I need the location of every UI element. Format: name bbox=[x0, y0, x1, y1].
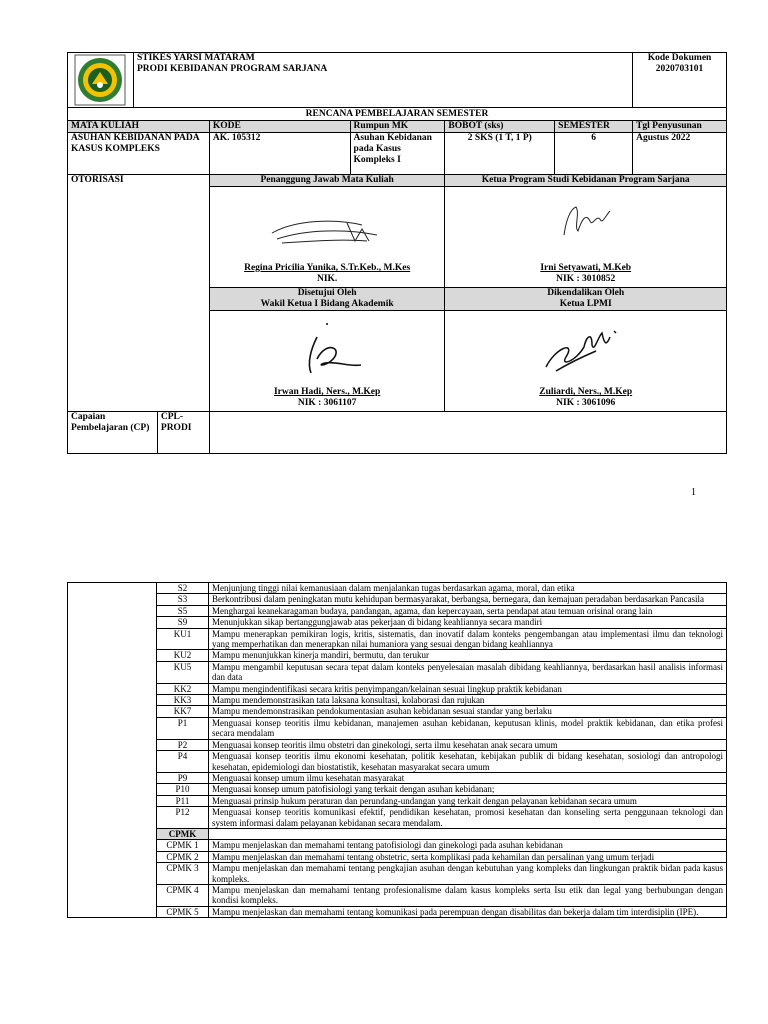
table-row bbox=[68, 906, 727, 917]
course-code: AK. 105312 bbox=[209, 133, 350, 175]
controlled-nik: NIK : 3061096 bbox=[556, 398, 616, 408]
table-row bbox=[68, 683, 727, 694]
table-row bbox=[68, 594, 727, 605]
table-row bbox=[68, 884, 727, 906]
approved-nik: NIK : 3061107 bbox=[297, 398, 357, 408]
kaprodi-name: Irni Setyawati, M.Keb bbox=[540, 263, 632, 273]
row-code: P4 bbox=[157, 751, 209, 773]
row-text: Menguasai konsep umum patofisiologi yang terkait dengan asuhan kebidanan; bbox=[209, 784, 727, 795]
course-header-credits: BOBOT (sks) bbox=[445, 121, 555, 133]
logo-cell bbox=[68, 53, 134, 108]
course-cluster: Asuhan Kebidanan pada Kasus Kompleks I bbox=[350, 133, 445, 175]
row-text: Mampu menerapkan pemikiran logis, kritis, sistematis, dan inovatif dalam konteks pengembangan atau implementasi ilmu dan teknologi yang memperhatikan dan menerapkan nilai humaniora yang sesuai dengan bidang keahliannya bbox=[209, 628, 727, 650]
row-text: Menghargai keanekaragaman budaya, pandangan, agama, dan kepercayaan, serta pendapat atau temuan orisinal orang lain bbox=[209, 605, 727, 616]
table-row bbox=[68, 795, 727, 806]
row-code: KU2 bbox=[157, 650, 209, 661]
row-code: KK7 bbox=[157, 706, 209, 717]
table-row bbox=[68, 661, 727, 683]
row-text: Mampu menjelaskan dan memahami tentang obstetric, serta komplikasi pada kehamilan dan persalinan yang umum terjadi bbox=[209, 851, 727, 862]
doc-code-cell bbox=[633, 53, 727, 108]
row-code: S2 bbox=[157, 583, 209, 594]
approved-signature-icon bbox=[287, 319, 367, 379]
table-row bbox=[68, 863, 727, 885]
row-code: S5 bbox=[157, 605, 209, 616]
cpmk-header-row bbox=[68, 828, 727, 839]
course-header-code: KODE bbox=[209, 121, 350, 133]
row-text: Mampu mendemonstrasikan tata laksana konsultasi, kolaborasi dan rujukan bbox=[209, 695, 727, 706]
controlled-title-line2: Ketua LPMI bbox=[559, 299, 612, 309]
course-credits: 2 SKS (1 T, 1 P) bbox=[445, 133, 555, 175]
table-row bbox=[68, 751, 727, 773]
table-row bbox=[68, 807, 727, 829]
rps-header-page bbox=[67, 52, 727, 454]
row-code: KK2 bbox=[157, 683, 209, 694]
table-row bbox=[68, 851, 727, 862]
row-code: KU1 bbox=[157, 628, 209, 650]
row-code: P11 bbox=[157, 795, 209, 806]
row-code: P1 bbox=[157, 717, 209, 739]
table-row bbox=[68, 739, 727, 750]
row-code: KK3 bbox=[157, 695, 209, 706]
row-code: P10 bbox=[157, 784, 209, 795]
doc-code-label: Kode Dokumen bbox=[647, 53, 712, 63]
table-row bbox=[68, 840, 727, 851]
row-text: Mampu menjelaskan dan memahami tentang profesionalisme dalam kasus kompleks serta Isu etik dan legal yang berhubungan dengan kondisi kompleks. bbox=[209, 884, 727, 906]
row-code: KU5 bbox=[157, 661, 209, 683]
course-header-semester: SEMESTER bbox=[555, 121, 633, 133]
row-code: CPMK 2 bbox=[157, 851, 209, 862]
row-text: Mampu menjelaskan dan memahami tentang pengkajian asuhan dengan kebutuhan yang kompleks dan lingkungan praktik bidan pada kasus kompleks. bbox=[209, 863, 727, 885]
row-text: Menguasai konsep umum ilmu kesehatan masyarakat bbox=[209, 772, 727, 783]
program-name: PRODI KEBIDANAN PROGRAM SARJANA bbox=[136, 64, 328, 74]
doc-code: 2020703101 bbox=[655, 64, 704, 74]
row-code: CPMK 1 bbox=[157, 840, 209, 851]
table-row bbox=[68, 628, 727, 650]
course-header-cluster: Rumpun MK bbox=[350, 121, 445, 133]
row-text: Mampu menjelaskan dan memahami tentang komunikasi pada perempuan dengan disabilitas dan bekerja dalam tim interdisiplin (IPE). bbox=[209, 906, 727, 917]
doc-title: RENCANA PEMBELAJARAN SEMESTER bbox=[68, 108, 727, 121]
kaprodi-signature-box bbox=[445, 187, 727, 288]
blank-left-column bbox=[68, 583, 157, 918]
row-text: Berkontribusi dalam peningkatan mutu kehidupan bermasyarakat, berbangsa, bernegara, dan kemajuan peradaban berdasarkan Pancasila bbox=[209, 594, 727, 605]
controlled-title bbox=[445, 288, 727, 311]
table-row bbox=[68, 605, 727, 616]
pj-title: Penanggung Jawab Mata Kuliah bbox=[209, 175, 445, 187]
course-header-date: Tgl Penyusunan bbox=[633, 121, 727, 133]
table-row bbox=[68, 706, 727, 717]
row-code: S3 bbox=[157, 594, 209, 605]
controlled-signature-icon bbox=[536, 317, 636, 377]
row-code: P2 bbox=[157, 739, 209, 750]
row-text: Menunjukkan sikap bertanggungjawab atas pekerjaan di bidang keahliannya secara mandiri bbox=[209, 617, 727, 628]
cp-sub-label: CPL-PRODI bbox=[157, 412, 209, 454]
kaprodi-signature-icon bbox=[556, 201, 616, 241]
row-code: P9 bbox=[157, 772, 209, 783]
course-date: Agustus 2022 bbox=[633, 133, 727, 175]
row-code: CPMK 4 bbox=[157, 884, 209, 906]
approved-name: Irwan Hadi, Ners., M.Kep bbox=[273, 387, 381, 397]
row-text: Menguasai konsep teoritis komunikasi efektif, pendidikan kesehatan, promosi kesehatan dan konseling serta penggunaan teknologi dan system informasi dalam pelayanan kebidanan secara mendalam. bbox=[209, 807, 727, 829]
row-text: Menguasai konsep teoritis ilmu kebidanan, manajemen asuhan kebidanan, keputusan klinis, model praktik kebidanan, dan etika profesi secara mendalam bbox=[209, 717, 727, 739]
row-code: CPMK 3 bbox=[157, 863, 209, 885]
cpl-table bbox=[67, 582, 727, 918]
institution-name: STIKES YARSI MATARAM bbox=[136, 53, 255, 63]
row-text: Mampu mengambil keputusan secara tepat dalam konteks penyelesaian masalah dibidang keahliannya, berdasarkan hasil analisis informasi dan data bbox=[209, 661, 727, 683]
table-row bbox=[68, 717, 727, 739]
table-row bbox=[68, 583, 727, 594]
pj-signature-icon bbox=[267, 211, 387, 251]
cpl-page bbox=[67, 582, 727, 918]
cpmk-header: CPMK bbox=[157, 828, 209, 839]
approved-signature-box bbox=[209, 311, 445, 412]
cpmk-header-blank bbox=[209, 828, 727, 839]
approved-title-line1: Disetujui Oleh bbox=[297, 288, 357, 298]
table-row bbox=[68, 772, 727, 783]
controlled-title-line1: Dikendalikan Oleh bbox=[547, 288, 625, 298]
pj-signature-box bbox=[209, 187, 445, 288]
row-text: Mampu mengindentifikasi secara kritis penyimpangan/kelainan sesuai lingkup praktik kebidanan bbox=[209, 683, 727, 694]
approved-title bbox=[209, 288, 445, 311]
row-code: S9 bbox=[157, 617, 209, 628]
course-semester: 6 bbox=[555, 133, 633, 175]
table-row bbox=[68, 617, 727, 628]
row-text: Menjunjung tinggi nilai kemanusiaan dalam menjalankan tugas berdasarkan agama, moral, dan etika bbox=[209, 583, 727, 594]
institution-cell bbox=[133, 53, 632, 108]
kaprodi-nik: NIK : 3010852 bbox=[556, 274, 616, 284]
controlled-name: Zuliardi, Ners., M.Kep bbox=[539, 387, 633, 397]
row-text: Menguasai prinsip hukum peraturan dan perundang-undangan yang terkait dengan pelayanan kebidanan secara umum bbox=[209, 795, 727, 806]
row-text: Mampu mendemonstrasikan pendokumentasian asuhan kebidanan sesuai standar yang berlaku bbox=[209, 706, 727, 717]
row-code: P12 bbox=[157, 807, 209, 829]
course-name: ASUHAN KEBIDANAN PADA KASUS KOMPLEKS bbox=[68, 133, 210, 175]
cp-content bbox=[209, 412, 726, 454]
pj-nik: NIK. bbox=[316, 274, 338, 284]
row-code: CPMK 5 bbox=[157, 906, 209, 917]
table-row bbox=[68, 784, 727, 795]
approved-title-line2: Wakil Ketua I Bidang Akademik bbox=[260, 299, 394, 309]
kaprodi-title: Ketua Program Studi Kebidanan Program Sarjana bbox=[445, 175, 727, 187]
table-row bbox=[68, 695, 727, 706]
pj-name: Regina Pricilia Yunika, S.Tr.Keb., M.Kes bbox=[244, 263, 411, 273]
cpl-table-body bbox=[68, 583, 727, 918]
controlled-signature-box bbox=[445, 311, 727, 412]
page-number: 1 bbox=[691, 487, 696, 498]
rps-table bbox=[67, 52, 727, 454]
institution-logo-icon bbox=[74, 54, 126, 106]
row-text: Menguasai konsep teoritis ilmu obstetri dan ginekologi, serta ilmu kesehatan anak secara umum bbox=[209, 739, 727, 750]
row-text: Mampu menjelaskan dan memahami tentang patofisiologi dan ginekologi pada asuhan kebidanan bbox=[209, 840, 727, 851]
table-row bbox=[68, 650, 727, 661]
row-text: Menguasai konsep teoritis ilmu ekonomi kesehatan, politik kesehatan, kebijakan publik di bidang kesehatan, sosiologi dan antropologi kesehatan, epidemiologi dan biostatistik, kesehatan masyarakat secara umum bbox=[209, 751, 727, 773]
cp-label: Capaian Pembelajaran (CP) bbox=[68, 412, 158, 454]
course-header-name: MATA KULIAH bbox=[68, 121, 210, 133]
authorization-label: OTORISASI bbox=[68, 175, 210, 412]
row-text: Mampu menunjukkan kinerja mandiri, bermutu, dan terukur bbox=[209, 650, 727, 661]
